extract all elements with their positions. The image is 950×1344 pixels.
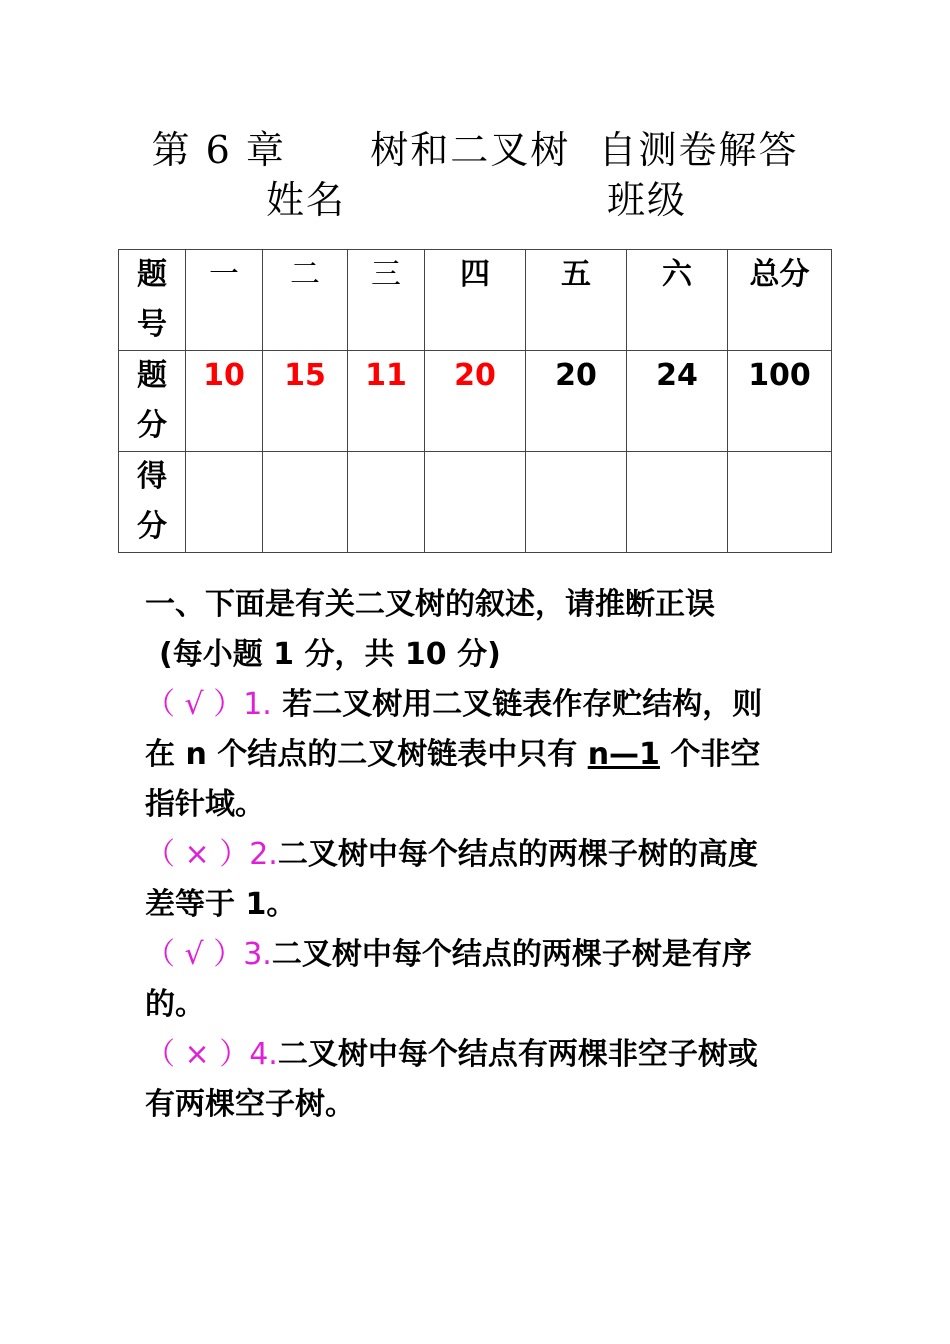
question-2	[145, 830, 825, 930]
score-cell	[348, 452, 425, 553]
points-cell: 10	[186, 351, 263, 452]
question-3	[145, 930, 825, 1030]
question-number-row	[119, 250, 832, 351]
column-header: 三	[348, 250, 425, 351]
points-row	[119, 351, 832, 452]
column-header: 四	[425, 250, 526, 351]
score-row	[119, 452, 832, 553]
row-header: 题号	[119, 250, 186, 351]
score-table	[118, 249, 832, 553]
answer-mark: （ √ ）	[145, 937, 244, 972]
question-text: 二叉树中每个结点的两棵子树是有序	[271, 937, 752, 972]
points-cell: 24	[627, 351, 728, 452]
question-1	[145, 680, 825, 830]
question-text: 二叉树中每个结点的两棵子树的高度	[277, 837, 758, 872]
question-text: 二叉树中每个结点有两棵非空子树或	[277, 1037, 758, 1072]
points-cell: 20	[526, 351, 627, 452]
question-text: 差等于 1。	[145, 887, 297, 922]
row-header: 得分	[119, 452, 186, 553]
question-number: 2.	[249, 837, 278, 872]
section-heading: 一、下面是有关二叉树的叙述，请推断正误	[145, 587, 715, 622]
question-text: 在 n 个结点的二叉树链表中只有	[145, 737, 588, 772]
column-header: 五	[526, 250, 627, 351]
score-cell	[526, 452, 627, 553]
column-header: 总分	[728, 250, 832, 351]
question-text: 个非空	[659, 737, 761, 772]
answer-mark: （ × ）	[145, 837, 250, 872]
column-header: 一	[186, 250, 263, 351]
score-cell	[186, 452, 263, 553]
score-cell	[627, 452, 728, 553]
answer-mark: （ × ）	[145, 1037, 250, 1072]
name-label: 姓名	[266, 178, 347, 222]
column-header: 六	[627, 250, 728, 351]
section-true-false	[145, 580, 825, 1130]
column-header: 二	[263, 250, 348, 351]
question-text: 有两棵空子树。	[145, 1087, 355, 1122]
class-label: 班级	[607, 178, 688, 222]
row-header: 题分	[119, 351, 186, 452]
question-4	[145, 1030, 825, 1130]
score-cell	[425, 452, 526, 553]
points-cell: 11	[348, 351, 425, 452]
score-cell	[263, 452, 348, 553]
question-text: 的。	[145, 987, 205, 1022]
section-subheading: (每小题 1 分，共 10 分)	[159, 637, 501, 672]
question-number: 4.	[249, 1037, 278, 1072]
name-class-line	[0, 176, 950, 224]
question-number: 3.	[243, 937, 272, 972]
score-cell	[728, 452, 832, 553]
answer-mark: （ √ ）	[145, 687, 244, 722]
question-text: 指针域。	[145, 787, 265, 822]
points-cell: 20	[425, 351, 526, 452]
underlined-answer: n—1	[587, 737, 660, 772]
question-text: 若二叉树用二叉链表作存贮结构，则	[282, 687, 763, 722]
document-title: 第 6 章 树和二叉树 自测卷解答	[151, 128, 799, 172]
points-cell: 100	[728, 351, 832, 452]
points-cell: 15	[263, 351, 348, 452]
question-number: 1.	[243, 687, 272, 722]
